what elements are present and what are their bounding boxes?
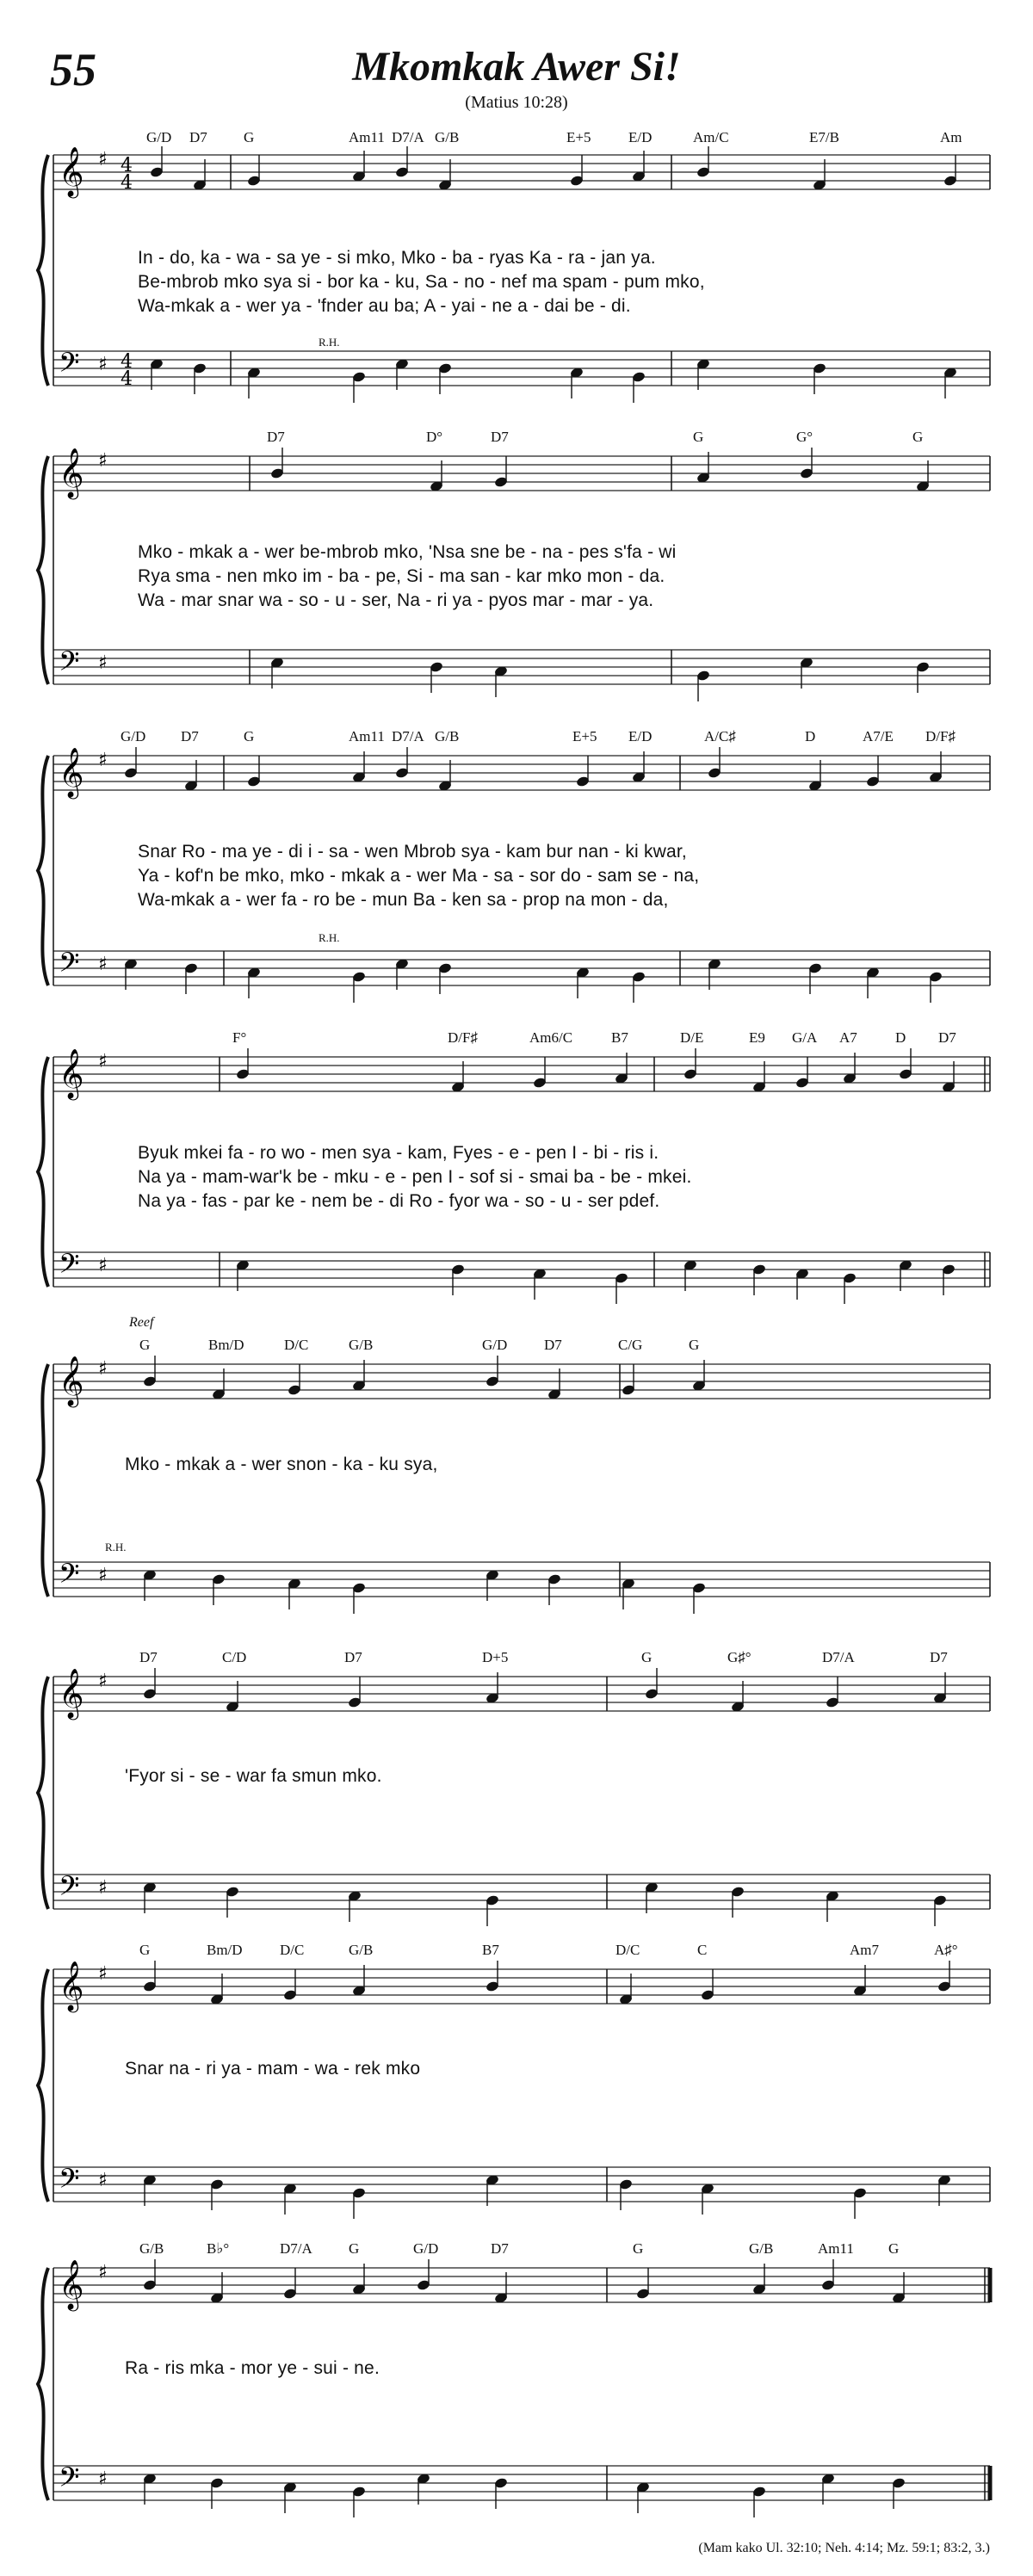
key-signature-sharp: ♯: [98, 1255, 108, 1276]
key-signature-sharp: ♯: [98, 1358, 108, 1380]
key-signature-sharp: ♯: [98, 1671, 108, 1692]
bass-clef: 𝄢: [59, 1870, 80, 1908]
chord-symbol: D7: [491, 429, 509, 445]
right-hand-marking: R.H.: [319, 336, 340, 349]
chord-symbol: Am11: [818, 2240, 854, 2257]
chord-symbol: D7: [938, 1029, 956, 1046]
chord-symbol: D7: [544, 1337, 562, 1353]
hymn-title: Mkomkak Awer Si!: [352, 44, 681, 90]
chord-symbol: G/B: [349, 1942, 374, 1958]
chord-symbol: D7: [181, 728, 199, 744]
chord-symbol: Am7: [850, 1942, 879, 1958]
time-signature: 4: [121, 155, 133, 176]
chord-symbol: G/D: [121, 728, 146, 744]
lyric-line: Mko - mkak a - wer snon - ka - ku sya,: [125, 1455, 438, 1474]
lyric-line: In - do, ka - wa - sa ye - si mko, Mko - ba - ryas Ka - ra - jan ya.: [138, 248, 656, 268]
time-signature: 4: [121, 368, 133, 390]
key-signature-sharp: ♯: [98, 1877, 108, 1899]
chord-symbol: G: [633, 2240, 644, 2257]
chord-symbol: D°: [426, 429, 443, 445]
lyric-line: Wa - mar snar wa - so - u - ser, Na - ri ya - pyos mar - mar - ya.: [138, 590, 654, 610]
chord-symbol: Am11: [349, 129, 385, 145]
chord-symbol: D7: [267, 429, 285, 445]
footnote: (Mam kako Ul. 32:10; Neh. 4:14; Mz. 59:1; 83:2, 3.): [698, 2541, 990, 2555]
chord-symbol: D: [805, 728, 816, 744]
key-signature-sharp: ♯: [98, 354, 108, 375]
key-signature-sharp: ♯: [98, 954, 108, 975]
scripture-reference: (Matius 10:28): [465, 93, 568, 112]
chord-symbol: G/B: [435, 129, 460, 145]
chord-symbol: Am: [940, 129, 962, 145]
system-brace: [38, 1057, 48, 1287]
treble-clef: 𝄞: [59, 448, 84, 497]
key-signature-sharp: ♯: [98, 2468, 108, 2490]
treble-clef: 𝄞: [59, 1668, 84, 1718]
time-signature: 4: [121, 351, 133, 373]
lyric-line: 'Fyor si - se - war fa smun mko.: [125, 1766, 382, 1786]
chord-symbol: G♯°: [727, 1649, 752, 1665]
lyric-line: Na ya - fas - par ke - nem be - di Ro - fyor wa - so - u - ser pdef.: [138, 1191, 660, 1211]
chord-symbol: D7/A: [392, 728, 424, 744]
chord-symbol: B7: [611, 1029, 628, 1046]
chord-symbol: E9: [749, 1029, 765, 1046]
lyric-line: Wa-mkak a - wer fa - ro be - mun Ba - ken sa - prop na mon - da,: [138, 890, 669, 910]
bass-clef: 𝄢: [59, 2163, 80, 2201]
chord-symbol: G: [689, 1337, 700, 1353]
key-signature-sharp: ♯: [98, 750, 108, 771]
system-brace: [38, 456, 48, 684]
chord-symbol: B7: [482, 1942, 499, 1958]
chord-symbol: D/C: [284, 1337, 309, 1353]
chord-symbol: D7: [139, 1649, 158, 1665]
lyric-line: Snar na - ri ya - mam - wa - rek mko: [125, 2059, 421, 2079]
chord-symbol: G/D: [482, 1337, 508, 1353]
chord-symbol: G: [139, 1942, 151, 1958]
lyric-line: Ra - ris mka - mor ye - sui - ne.: [125, 2358, 380, 2378]
chord-symbol: D7/A: [822, 1649, 855, 1665]
chord-symbol: D: [895, 1029, 906, 1046]
chord-symbol: A♯°: [934, 1942, 958, 1958]
treble-clef: 𝄞: [59, 747, 84, 797]
lyric-line: Mko - mkak a - wer be-mbrob mko, 'Nsa sne be - na - pes s'fa - wi: [138, 542, 677, 562]
key-signature-sharp: ♯: [98, 2170, 108, 2191]
key-signature-sharp: ♯: [98, 1565, 108, 1586]
chord-symbol: G/B: [139, 2240, 164, 2257]
chord-symbol: G/B: [749, 2240, 774, 2257]
time-signature: 4: [121, 172, 133, 194]
chord-symbol: C/D: [222, 1649, 247, 1665]
system-brace: [38, 756, 48, 985]
chord-symbol: F°: [232, 1029, 247, 1046]
right-hand-marking: R.H.: [319, 931, 340, 944]
chord-symbol: G: [693, 429, 704, 445]
chord-symbol: D/E: [680, 1029, 704, 1046]
chord-symbol: A7/E: [863, 728, 894, 744]
chord-symbol: G: [349, 2240, 360, 2257]
chord-symbol: B♭°: [207, 2240, 230, 2257]
chord-symbol: G: [641, 1649, 653, 1665]
treble-clef: 𝄞: [59, 1356, 84, 1405]
treble-clef: 𝄞: [59, 1048, 84, 1098]
chord-symbol: E+5: [572, 728, 597, 744]
bass-clef: 𝄢: [59, 2462, 80, 2499]
lyric-line: Na ya - mam-war'k be - mku - e - pen I - sof si - smai ba - be - mkei.: [138, 1167, 692, 1187]
chord-symbol: E/D: [628, 129, 653, 145]
lyric-line: Ya - kof'n be mko, mko - mkak a - wer Ma - sa - sor do - sam se - na,: [138, 866, 700, 886]
key-signature-sharp: ♯: [98, 450, 108, 472]
chord-symbol: Bm/D: [207, 1942, 243, 1958]
chord-symbol: E+5: [566, 129, 591, 145]
bass-clef: 𝄢: [59, 646, 80, 683]
lyric-line: Byuk mkei fa - ro wo - men sya - kam, Fyes - e - pen I - bi - ris i.: [138, 1143, 659, 1163]
key-signature-sharp: ♯: [98, 1963, 108, 1985]
treble-clef: 𝄞: [59, 146, 84, 196]
chord-symbol: Am/C: [693, 129, 729, 145]
chord-symbol: D/F♯: [925, 728, 956, 744]
chord-symbol: A/C♯: [704, 728, 736, 744]
chord-symbol: D/C: [280, 1942, 305, 1958]
system-brace: [38, 2268, 48, 2500]
lyric-line: Wa-mkak a - wer ya - 'fnder au ba; A - yai - ne a - dai be - di.: [138, 296, 631, 316]
bass-clef: 𝄢: [59, 947, 80, 985]
chord-symbol: G: [912, 429, 924, 445]
bass-clef: 𝄢: [59, 1558, 80, 1596]
lyric-line: Snar Ro - ma ye - di i - sa - wen Mbrob sya - kam bur nan - ki kwar,: [138, 842, 687, 862]
key-signature-sharp: ♯: [98, 2262, 108, 2283]
key-signature-sharp: ♯: [98, 149, 108, 170]
treble-clef: 𝄞: [59, 2259, 84, 2309]
system-brace: [38, 155, 48, 386]
chord-symbol: E7/B: [809, 129, 839, 145]
key-signature-sharp: ♯: [98, 652, 108, 674]
chord-symbol: D+5: [482, 1649, 509, 1665]
chord-symbol: D7: [930, 1649, 948, 1665]
chord-symbol: Bm/D: [208, 1337, 244, 1353]
key-signature-sharp: ♯: [98, 1051, 108, 1072]
chord-symbol: G: [888, 2240, 900, 2257]
chord-symbol: D7: [491, 2240, 509, 2257]
refrain-marking: Reef: [129, 1315, 154, 1330]
bass-clef: 𝄢: [59, 347, 80, 385]
chord-symbol: D7/A: [392, 129, 424, 145]
chord-symbol: G/D: [413, 2240, 439, 2257]
chord-symbol: G/A: [792, 1029, 818, 1046]
chord-symbol: G: [244, 129, 255, 145]
chord-symbol: G/B: [435, 728, 460, 744]
right-hand-marking: R.H.: [105, 1541, 127, 1554]
chord-symbol: G/B: [349, 1337, 374, 1353]
chord-symbol: G: [244, 728, 255, 744]
chord-symbol: G°: [796, 429, 813, 445]
system-brace: [38, 1677, 48, 1909]
chord-symbol: E/D: [628, 728, 653, 744]
chord-symbol: D7: [344, 1649, 362, 1665]
chord-symbol: C: [697, 1942, 708, 1958]
lyric-line: Rya sma - nen mko im - ba - pe, Si - ma san - kar mko mon - da.: [138, 566, 665, 586]
chord-symbol: D/F♯: [448, 1029, 478, 1046]
lyric-line: Be-mbrob mko sya si - bor ka - ku, Sa - no - nef ma spam - pum mko,: [138, 272, 705, 292]
chord-symbol: G/D: [146, 129, 172, 145]
hymn-number: 55: [50, 44, 96, 96]
system-brace: [38, 1969, 48, 2202]
system-brace: [38, 1364, 48, 1597]
chord-symbol: Am11: [349, 728, 385, 744]
chord-symbol: D7/A: [280, 2240, 312, 2257]
bass-clef: 𝄢: [59, 1248, 80, 1286]
chord-symbol: C/G: [618, 1337, 643, 1353]
chord-symbol: Am6/C: [529, 1029, 573, 1046]
chord-symbol: A7: [839, 1029, 857, 1046]
chord-symbol: D7: [189, 129, 207, 145]
chord-symbol: D/C: [615, 1942, 640, 1958]
treble-clef: 𝄞: [59, 1961, 84, 2011]
chord-symbol: G: [139, 1337, 151, 1353]
